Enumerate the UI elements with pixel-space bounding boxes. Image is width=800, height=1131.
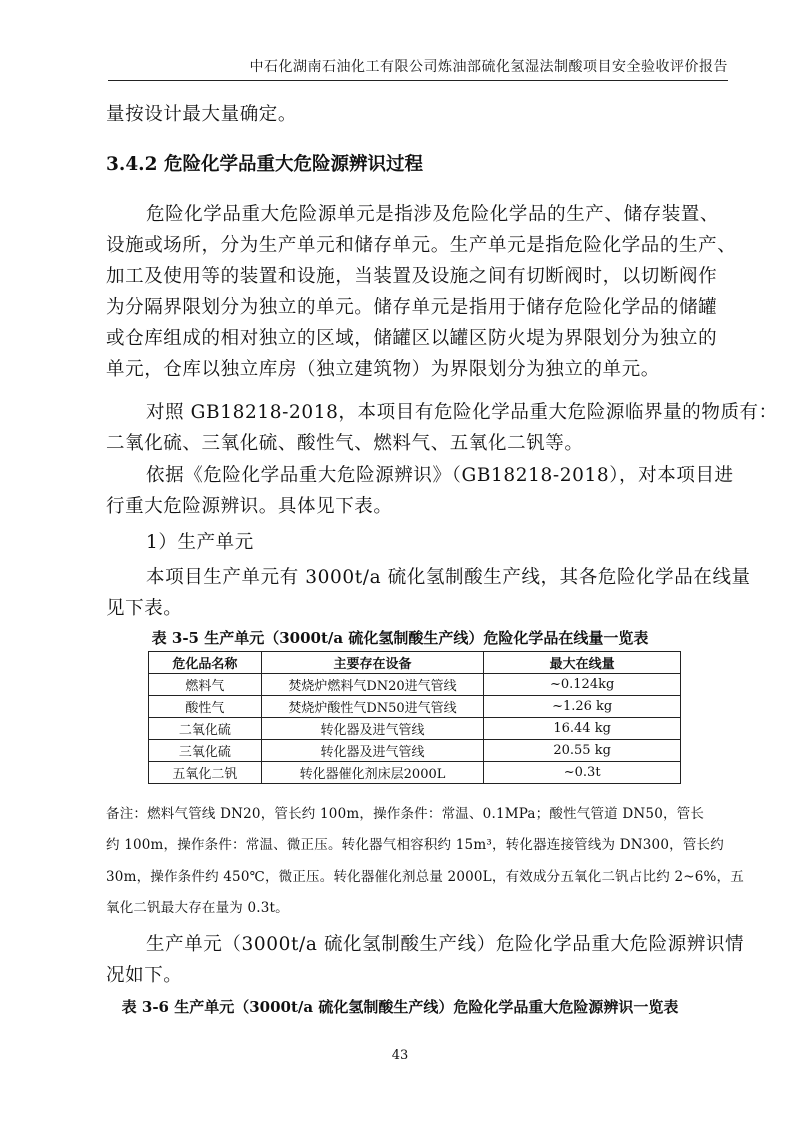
table-row [149,740,681,762]
table-note-line: 约 100m，操作条件：常温、微正压。转化器气相容积约 15m³，转化器连接管线为 DN300，管长约 [106,837,724,853]
table-cell: 16.44 kg [484,718,681,740]
paragraph-line: 况如下。 [106,965,183,986]
paragraph-line: 生产单元（3000t/a 硫化氢制酸生产线）危险化学品重大危险源辨识情 [146,934,745,955]
page-header: 中石化湖南石油化工有限公司炼油部硫化氢湿法制酸项目安全验收评价报告 [249,59,728,75]
table-header-row [149,652,681,674]
paragraph-line: 设施或场所，分为生产单元和储存单元。生产单元是指危险化学品的生产、 [106,235,737,256]
table-cell: 转化器催化剂床层2000L [261,762,484,784]
table-cell: 焚烧炉燃料气DN20进气管线 [261,674,484,696]
table-caption: 表 3-6 生产单元（3000t/a 硫化氢制酸生产线）危险化学品重大危险源辨识一览表 [121,998,679,1016]
table-cell: 焚烧炉酸性气DN50进气管线 [261,696,484,718]
table-cell: 转化器及进气管线 [261,740,484,762]
table-row [149,762,681,784]
table-note-line: 30m，操作条件约 450℃，微正压。转化器催化剂总量 2000L，有效成分五氧化二钒占比约 2~6%，五 [106,869,744,885]
column-header: 主要存在设备 [261,652,484,674]
paragraph-line: 或仓库组成的相对独立的区域，储罐区以罐区防火堤为界限划分为独立的 [106,328,718,349]
paragraph-line: 为分隔界限划分为独立的单元。储存单元是指用于储存危险化学品的储罐 [106,297,718,318]
table-cell: 五氧化二钒 [149,762,262,784]
table-cell: ~1.26 kg [484,696,681,718]
table-cell: 转化器及进气管线 [261,718,484,740]
section-heading: 3.4.2 危险化学品重大危险源辨识过程 [106,154,423,175]
table-cell: ~0.3t [484,762,681,784]
paragraph-line: 单元，仓库以独立库房（独立建筑物）为界限划分为独立的单元。 [106,359,660,380]
table-cell: 20.55 kg [484,740,681,762]
table-row [149,696,681,718]
table-note-line: 氧化二钒最大存在量为 0.3t。 [106,900,289,916]
table-cell: 燃料气 [149,674,262,696]
header-rule [108,80,728,81]
page-number: 43 [391,1048,409,1063]
paragraph-line: 加工及使用等的装置和设施，当装置及设施之间有切断阀时，以切断阀作 [106,266,718,287]
body-text-line: 量按设计最大量确定。 [106,104,298,125]
table-row [149,718,681,740]
paragraph-line: 依据《危险化学品重大危险源辨识》（GB18218-2018），对本项目进 [146,465,734,486]
inventory-table [148,651,681,784]
table-cell: ~0.124kg [484,674,681,696]
table-cell: 三氧化硫 [149,740,262,762]
table-note-line: 备注：燃料气管线 DN20，管长约 100m，操作条件：常温、0.1MPa；酸性气管道 DN50，管长 [106,806,705,822]
table-cell: 酸性气 [149,696,262,718]
paragraph-line: 行重大危险源辨识。具体见下表。 [106,496,393,517]
paragraph-line: 二氧化硫、三氧化硫、酸性气、燃料气、五氧化二钒等。 [106,433,584,454]
paragraph-line: 本项目生产单元有 3000t/a 硫化氢制酸生产线，其各危险化学品在线量 [146,567,751,588]
column-header: 危化品名称 [149,652,262,674]
column-header: 最大在线量 [484,652,681,674]
paragraph-line: 见下表。 [106,598,183,619]
table-cell: 二氧化硫 [149,718,262,740]
table-row [149,674,681,696]
table-caption: 表 3-5 生产单元（3000t/a 硫化氢制酸生产线）危险化学品在线量一览表 [151,629,649,647]
list-heading: 1）生产单元 [146,532,254,553]
paragraph-line: 对照 GB18218-2018，本项目有危险化学品重大危险源临界量的物质有： [146,402,778,423]
paragraph-line: 危险化学品重大危险源单元是指涉及危险化学品的生产、储存装置、 [146,204,720,225]
